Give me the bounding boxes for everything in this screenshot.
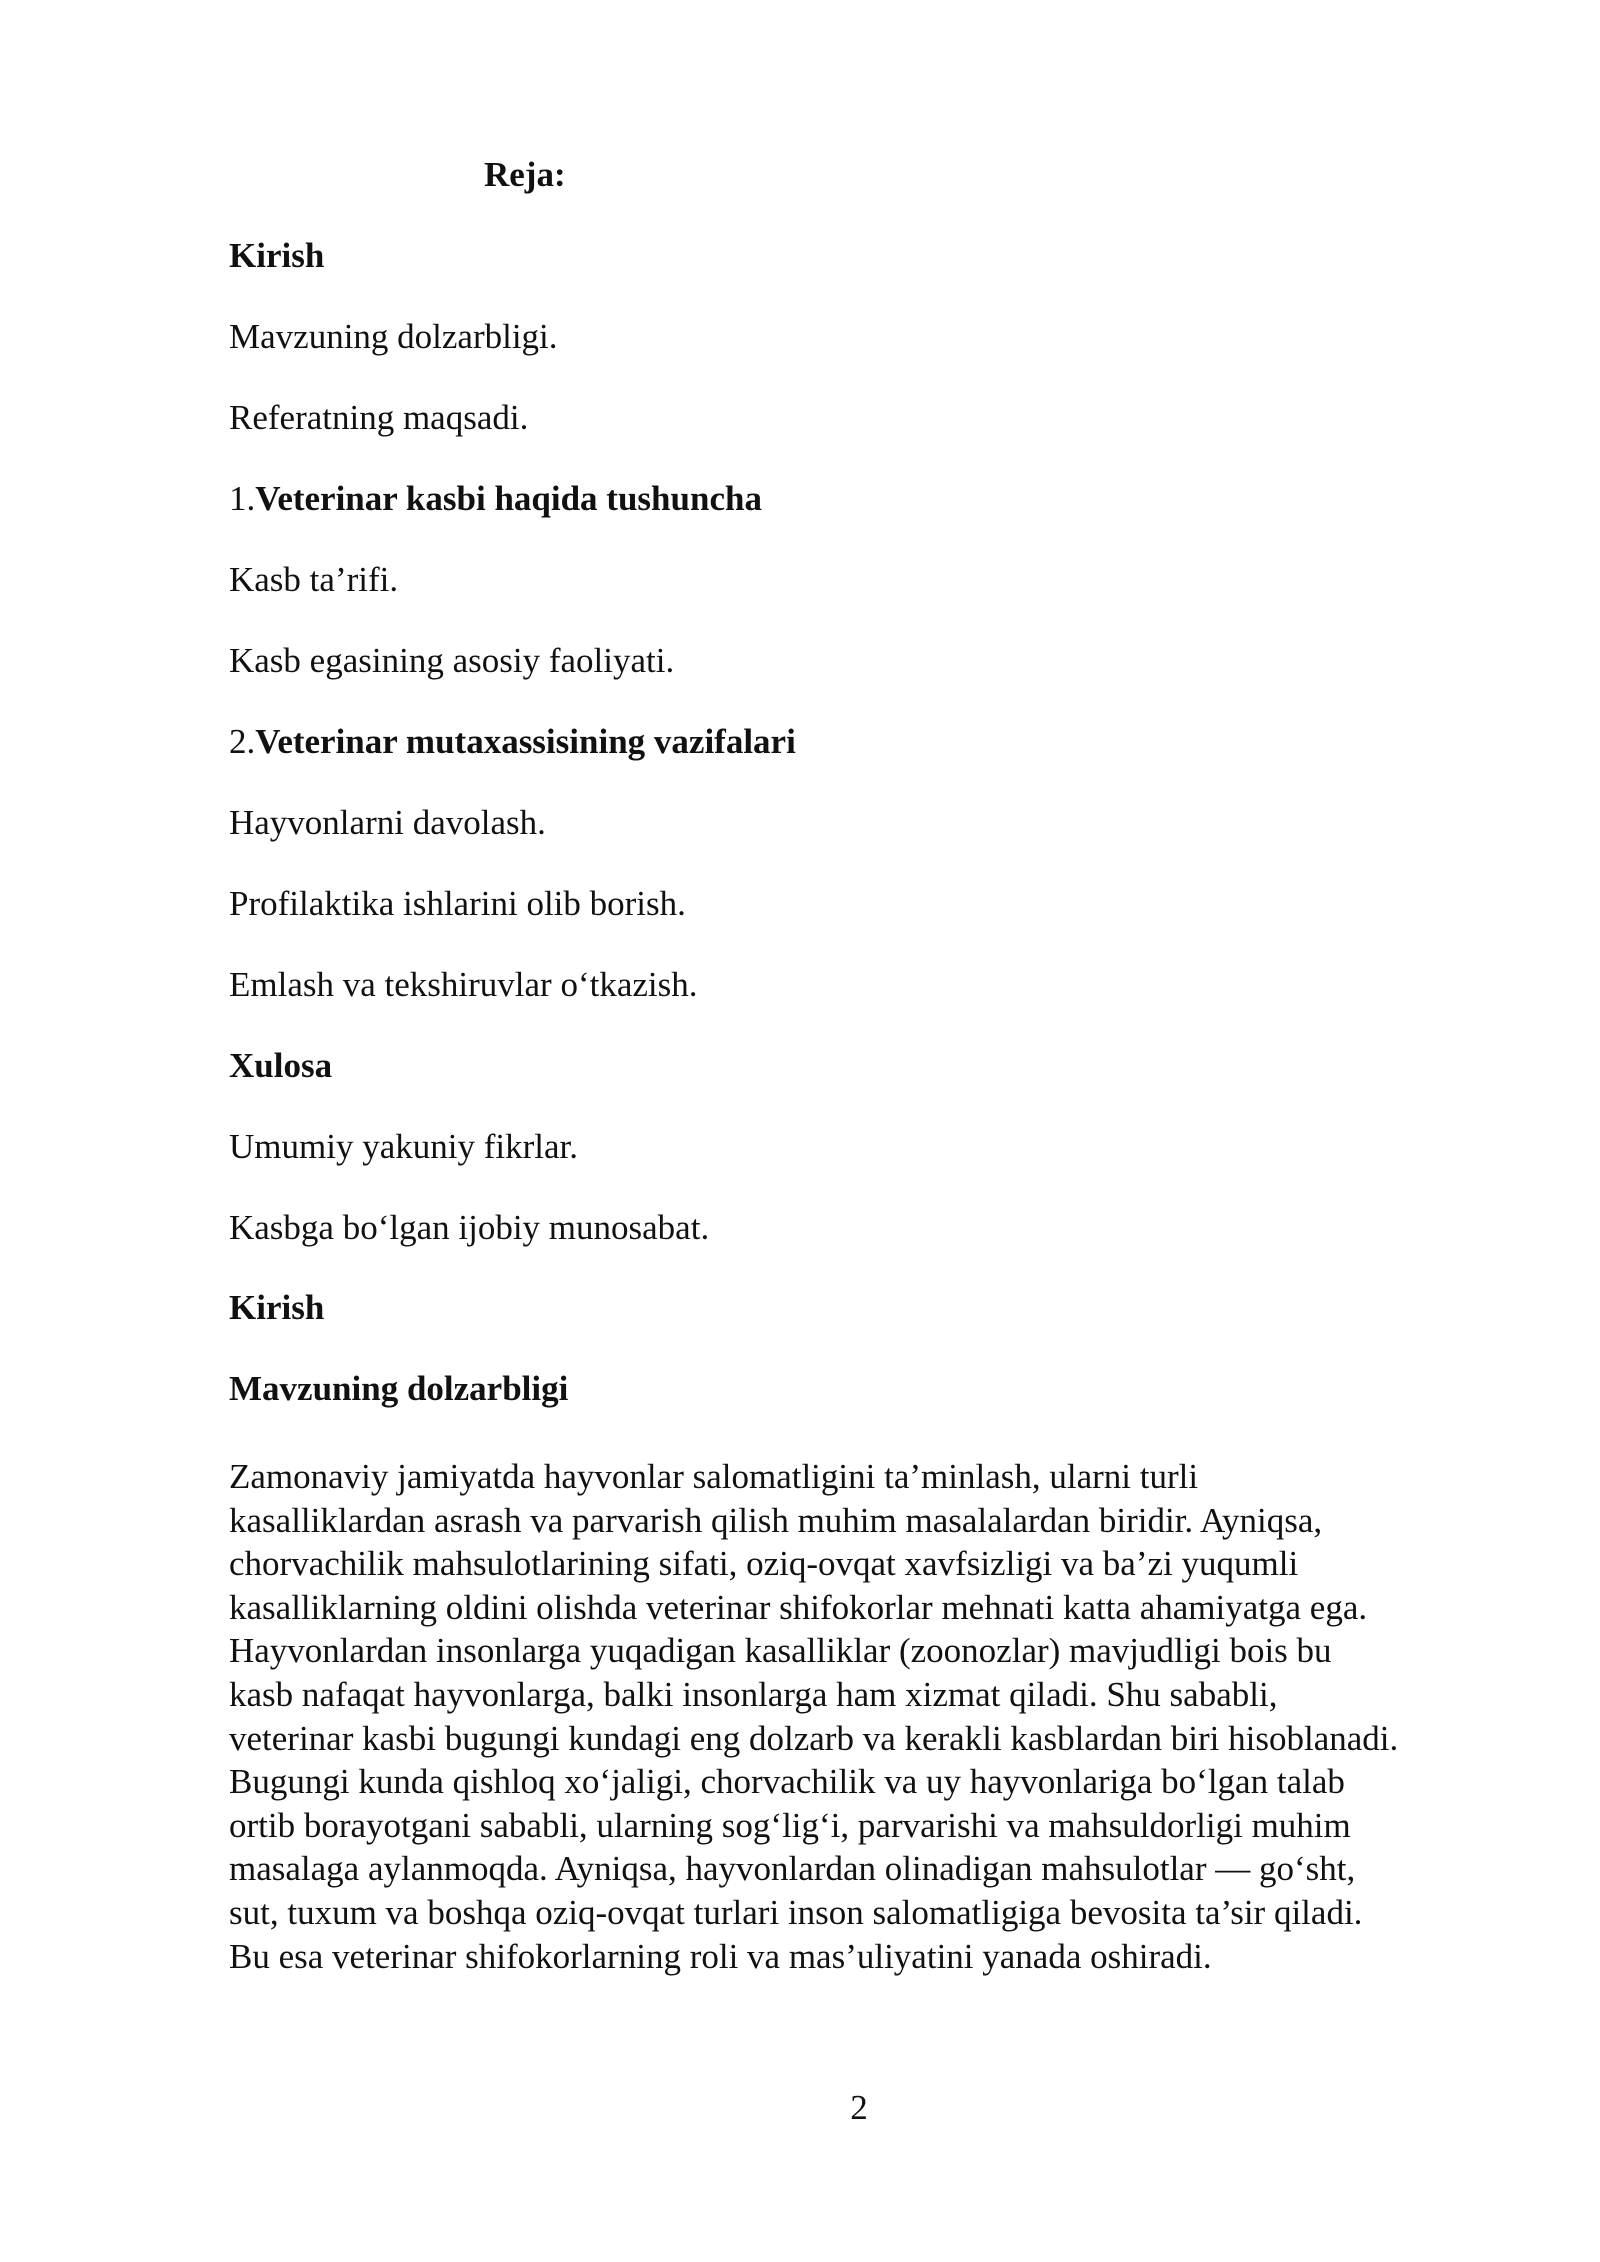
paragraph-line: Bugungi kunda qishloq xo‘jaligi, chorvachilik va uy hayvonlariga bo‘lgan talab — [229, 1762, 1345, 1802]
body-paragraph — [229, 1455, 1529, 1978]
paragraph-line: kasb nafaqat hayvonlarga, balki insonlarga ham xizmat qiladi. Shu sababli, — [229, 1674, 1278, 1714]
plan-item-section-2 — [229, 722, 796, 762]
paragraph-line: veterinar kasbi bugungi kundagi eng dolzarb va kerakli kasblardan biri hisoblanadi. — [229, 1718, 1399, 1758]
plan-item: Kasb ta’rifi. — [229, 560, 399, 599]
paragraph-line: kasalliklardan asrash va parvarish qilish muhim masalalardan biridir. Ayniqsa, — [229, 1500, 1323, 1540]
plan-item: Mavzuning dolzarbligi. — [229, 317, 558, 356]
plan-item: Profilaktika ishlarini olib borish. — [229, 884, 686, 923]
plan-item: Kasbga bo‘lgan ijobiy munosabat. — [229, 1208, 710, 1247]
section-title: Veterinar kasbi haqida tushuncha — [255, 479, 762, 518]
plan-item: Referatning maqsadi. — [229, 398, 529, 437]
section-title: Veterinar mutaxassisining vazifalari — [255, 722, 796, 761]
paragraph-line: masalaga aylanmoqda. Ayniqsa, hayvonlardan olinadigan mahsulotlar — go‘sht, — [229, 1849, 1356, 1889]
section-number: 2. — [229, 722, 256, 761]
paragraph-line: Zamonaviy jamiyatda hayvonlar salomatligini ta’minlash, ularni turli — [229, 1457, 1199, 1496]
page-number: 2 — [850, 2088, 868, 2127]
plan-item: Kasb egasining asosiy faoliyati. — [229, 641, 675, 680]
plan-item-section-1 — [229, 479, 762, 519]
section-heading: Kirish — [229, 1288, 325, 1327]
section-number: 1. — [229, 479, 256, 518]
paragraph-line: Hayvonlardan insonlarga yuqadigan kasalliklar (zoonozlar) mavjudligi bois bu — [229, 1631, 1332, 1671]
plan-item-conclusion: Xulosa — [229, 1046, 333, 1085]
paragraph-line: ortib borayotgani sababli, ularning sog‘lig‘i, parvarishi va mahsuldorligi muhim — [229, 1805, 1351, 1845]
paragraph-line: kasalliklarning oldini olishda veterinar shifokorlar mehnati katta ahamiyatga ega. — [229, 1587, 1368, 1627]
plan-item-introduction: Kirish — [229, 236, 325, 275]
plan-title: Reja: — [484, 155, 566, 194]
plan-item: Hayvonlarni davolash. — [229, 803, 546, 842]
plan-item: Umumiy yakuniy fikrlar. — [229, 1127, 578, 1166]
paragraph-line: chorvachilik mahsulotlarining sifati, oziq-ovqat xavfsizligi va ba’zi yuqumli — [229, 1544, 1299, 1584]
paragraph-line: sut, tuxum va boshqa oziq-ovqat turlari inson salomatligiga bevosita ta’sir qiladi. — [229, 1892, 1363, 1932]
plan-item: Emlash va tekshiruvlar o‘tkazish. — [229, 965, 698, 1004]
paragraph-line: Bu esa veterinar shifokorlarning roli va mas’uliyatini yanada oshiradi. — [229, 1936, 1212, 1976]
section-subheading: Mavzuning dolzarbligi — [229, 1369, 569, 1408]
